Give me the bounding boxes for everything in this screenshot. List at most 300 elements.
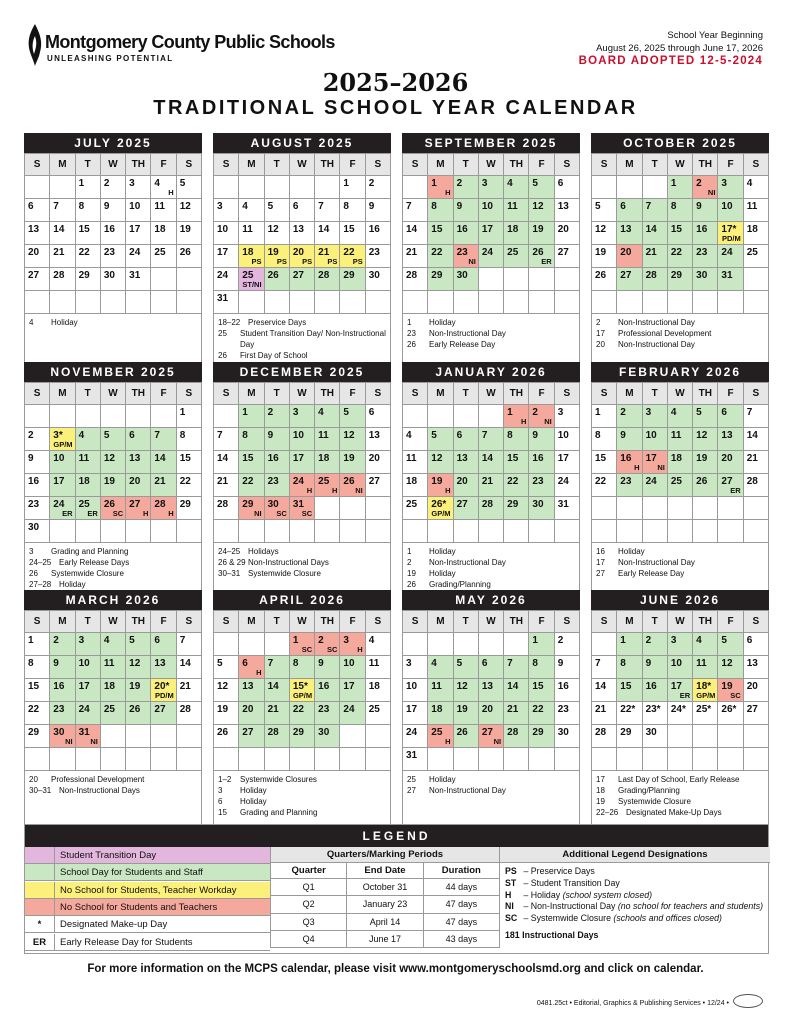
note-text: Professional Development xyxy=(51,775,145,784)
empty-cell xyxy=(504,291,529,314)
day-number: 10 xyxy=(406,681,418,692)
day-number: 26* xyxy=(431,499,447,510)
empty-cell xyxy=(479,268,504,291)
empty-cell xyxy=(151,748,176,771)
empty-cell xyxy=(744,268,769,291)
day-cell xyxy=(290,702,315,725)
weekday-header: W xyxy=(101,383,126,405)
day-number: 22 xyxy=(431,247,443,258)
day-cell xyxy=(25,656,50,679)
day-code: SC xyxy=(112,509,124,518)
day-number: 20 xyxy=(242,704,254,715)
day-number: 26 xyxy=(532,247,544,258)
note-text: Non-Instructional Day xyxy=(429,558,506,567)
month-title: JANUARY 2026 xyxy=(402,362,580,382)
day-code: GP/M xyxy=(292,691,313,700)
day-cell xyxy=(668,702,693,725)
day-code: PD/M xyxy=(721,234,741,243)
day-number: 18 xyxy=(78,476,90,487)
day-number: 2 xyxy=(557,635,564,646)
note-date: 30–31 xyxy=(29,786,52,795)
empty-cell xyxy=(239,176,264,199)
note-date: 22–26 xyxy=(596,808,619,817)
day-code: H xyxy=(256,668,262,677)
empty-cell xyxy=(340,520,365,543)
day-cell xyxy=(177,176,202,199)
day-number: 19 xyxy=(721,681,733,692)
empty-cell xyxy=(25,291,50,314)
empty-cell xyxy=(454,291,479,314)
day-number: 28 xyxy=(507,727,519,738)
day-number: 6 xyxy=(292,201,299,212)
day-number: 19 xyxy=(129,681,141,692)
day-cell xyxy=(265,268,290,291)
note-text: Non-Instructional Day xyxy=(429,329,506,338)
note-text: Non-Instructional Days xyxy=(248,558,329,567)
day-cell xyxy=(177,428,202,451)
quarter-cell: Q4 xyxy=(271,931,347,948)
weekday-header: F xyxy=(151,611,176,633)
day-number: 31 xyxy=(217,293,229,304)
day-number: 24 xyxy=(343,704,355,715)
weekday-header: TH xyxy=(315,383,340,405)
empty-cell xyxy=(403,520,428,543)
day-number: 21 xyxy=(154,476,166,487)
day-number: 8 xyxy=(28,658,34,669)
month-grid xyxy=(213,610,391,771)
day-cell xyxy=(315,268,340,291)
day-cell xyxy=(403,199,428,222)
note-text: Holiday xyxy=(429,775,456,784)
day-cell xyxy=(315,428,340,451)
day-number: 12 xyxy=(696,430,708,441)
day-number: 21 xyxy=(746,453,758,464)
note-text: Holiday xyxy=(59,580,86,589)
day-cell xyxy=(76,497,101,520)
day-cell xyxy=(290,451,315,474)
day-number: 20 xyxy=(620,247,632,258)
day-cell xyxy=(101,199,126,222)
day-cell xyxy=(290,679,315,702)
day-number: 19 xyxy=(696,453,708,464)
day-number: 26 xyxy=(217,727,229,738)
day-number: 28 xyxy=(267,727,279,738)
legend-item xyxy=(25,864,270,881)
day-number: 4 xyxy=(431,658,437,669)
note-text: Non-Instructional Day xyxy=(429,786,506,795)
day-cell xyxy=(428,474,453,497)
weekday-header: W xyxy=(101,611,126,633)
day-number: 6 xyxy=(154,635,160,646)
empty-cell xyxy=(479,291,504,314)
weekday-header: W xyxy=(668,154,693,176)
day-cell xyxy=(668,268,693,291)
day-cell xyxy=(668,405,693,428)
day-cell xyxy=(529,497,554,520)
day-number: 15 xyxy=(242,453,254,464)
legend-swatch xyxy=(25,847,55,863)
day-number: 11 xyxy=(154,201,165,212)
empty-cell xyxy=(315,520,340,543)
empty-cell xyxy=(744,291,769,314)
empty-cell xyxy=(290,520,315,543)
day-code: H xyxy=(521,417,527,426)
quarter-row xyxy=(270,879,500,896)
empty-cell xyxy=(76,520,101,543)
day-number: 14 xyxy=(645,224,657,235)
day-cell xyxy=(101,451,126,474)
day-cell xyxy=(50,451,75,474)
note-item xyxy=(218,557,386,568)
weekday-header: S xyxy=(555,383,580,405)
day-cell xyxy=(617,679,642,702)
day-cell xyxy=(340,656,365,679)
day-cell xyxy=(529,405,554,428)
day-cell xyxy=(126,176,151,199)
day-number: 1 xyxy=(292,635,299,646)
day-cell xyxy=(101,633,126,656)
day-number: 18* xyxy=(696,681,712,692)
empty-cell xyxy=(744,520,769,543)
weekday-header: M xyxy=(428,383,453,405)
day-number: 22 xyxy=(507,476,519,487)
day-number: 12 xyxy=(129,658,141,669)
weekday-header: W xyxy=(668,383,693,405)
note-item xyxy=(218,546,386,557)
day-number: 3 xyxy=(645,407,652,418)
day-number: 3 xyxy=(129,178,135,189)
note-text: Early Release Day xyxy=(618,569,685,578)
day-cell xyxy=(101,176,126,199)
day-number: 19 xyxy=(217,704,229,715)
weekday-header: S xyxy=(25,383,50,405)
day-number: 29 xyxy=(507,499,519,510)
day-cell xyxy=(101,474,126,497)
empty-cell xyxy=(668,497,693,520)
day-cell xyxy=(126,199,151,222)
day-number: 19 xyxy=(343,453,355,464)
legend-label: School Day for Students and Staff xyxy=(55,864,270,880)
day-cell xyxy=(744,245,769,268)
empty-cell xyxy=(617,520,642,543)
designation-code: ST xyxy=(505,877,517,888)
empty-cell xyxy=(366,291,391,314)
empty-cell xyxy=(454,633,479,656)
day-number: 19 xyxy=(595,247,607,258)
day-cell xyxy=(668,199,693,222)
month-grid xyxy=(213,382,391,543)
day-cell xyxy=(718,702,743,725)
day-number: 9 xyxy=(267,430,274,441)
day-cell xyxy=(126,268,151,291)
day-cell xyxy=(592,268,617,291)
day-cell xyxy=(643,451,668,474)
day-cell xyxy=(693,474,718,497)
note-item xyxy=(218,317,386,328)
day-cell xyxy=(25,702,50,725)
day-number: 19 xyxy=(456,704,468,715)
day-cell xyxy=(555,199,580,222)
month-grid xyxy=(213,153,391,314)
day-number: 26 xyxy=(103,499,115,510)
day-number: 29 xyxy=(343,270,355,281)
day-cell xyxy=(403,656,428,679)
day-cell xyxy=(693,176,718,199)
day-code: H xyxy=(168,509,174,518)
note-date: 20 xyxy=(29,775,38,784)
day-cell xyxy=(643,474,668,497)
day-number: 11 xyxy=(406,453,417,464)
empty-cell xyxy=(643,520,668,543)
note-text: Grading and Planning xyxy=(51,547,129,556)
note-date: 1 xyxy=(407,318,412,327)
weekday-header: M xyxy=(617,383,642,405)
credit: 0481.25ct • Editorial, Graphics & Publishing Services • 12/24 • xyxy=(536,1000,729,1007)
day-number: 30 xyxy=(103,270,115,281)
quarters-col-header: End Date xyxy=(347,863,423,879)
note-text: Designated Make-Up Days xyxy=(626,808,722,817)
day-cell xyxy=(151,428,176,451)
day-number: 14 xyxy=(267,681,279,692)
note-item xyxy=(407,339,575,350)
day-number: 9 xyxy=(532,430,538,441)
day-number: 15 xyxy=(532,681,544,692)
year-beginning-label: School Year Beginning xyxy=(667,30,763,41)
day-code: PS xyxy=(302,257,313,266)
day-number: 3 xyxy=(721,178,727,189)
quarter-cell: January 23 xyxy=(347,896,423,913)
day-cell xyxy=(290,725,315,748)
month-title: JULY 2025 xyxy=(24,133,202,153)
day-cell xyxy=(126,702,151,725)
day-cell xyxy=(126,451,151,474)
day-cell xyxy=(239,474,264,497)
day-code: GP/M xyxy=(53,440,73,449)
day-number: 16 xyxy=(456,224,468,235)
day-cell xyxy=(50,222,75,245)
day-cell xyxy=(555,222,580,245)
weekday-header: S xyxy=(403,154,428,176)
day-cell xyxy=(504,199,529,222)
day-cell xyxy=(177,222,202,245)
month-grid xyxy=(591,382,769,543)
empty-cell xyxy=(428,748,453,771)
weekday-header: M xyxy=(239,611,264,633)
day-cell xyxy=(668,474,693,497)
day-number: 14 xyxy=(746,430,758,441)
empty-cell xyxy=(428,633,453,656)
weekday-header: F xyxy=(718,383,743,405)
empty-cell xyxy=(76,748,101,771)
day-number: 21 xyxy=(507,704,519,715)
note-item xyxy=(29,546,197,557)
day-number: 8 xyxy=(620,658,626,669)
weekday-header: W xyxy=(290,383,315,405)
day-cell xyxy=(555,633,580,656)
weekday-header: T xyxy=(265,383,290,405)
day-number: 26* xyxy=(721,704,737,715)
day-number: 14 xyxy=(154,453,166,464)
day-number: 3 xyxy=(481,178,488,189)
day-number: 5 xyxy=(343,407,349,418)
designation-item: H – Holiday (school system closed) xyxy=(505,889,653,900)
empty-cell xyxy=(592,633,617,656)
empty-cell xyxy=(151,725,176,748)
day-cell xyxy=(50,702,75,725)
day-cell xyxy=(643,428,668,451)
day-number: 5 xyxy=(721,635,727,646)
month-august-2025 xyxy=(213,133,391,372)
day-cell xyxy=(290,656,315,679)
day-number: 4 xyxy=(507,178,513,189)
day-number: 30 xyxy=(53,727,65,738)
empty-cell xyxy=(50,176,75,199)
weekday-header: S xyxy=(366,154,391,176)
day-cell xyxy=(617,428,642,451)
day-cell xyxy=(668,633,693,656)
day-number: 15 xyxy=(78,224,90,235)
empty-cell xyxy=(214,633,239,656)
quarter-row xyxy=(270,896,500,913)
empty-cell xyxy=(617,748,642,771)
empty-cell xyxy=(718,497,743,520)
day-number: 31 xyxy=(721,270,733,281)
day-number: 27 xyxy=(456,499,468,510)
month-september-2025 xyxy=(402,133,580,372)
empty-cell xyxy=(403,633,428,656)
note-date: 23 xyxy=(407,329,416,338)
weekday-header: F xyxy=(718,611,743,633)
note-item xyxy=(407,328,575,339)
day-number: 14 xyxy=(53,224,65,235)
day-cell xyxy=(555,245,580,268)
day-cell xyxy=(239,451,264,474)
page-title: TRADITIONAL SCHOOL YEAR CALENDAR xyxy=(153,97,638,119)
empty-cell xyxy=(239,748,264,771)
day-number: 12 xyxy=(532,201,544,212)
weekday-header: T xyxy=(265,154,290,176)
empty-cell xyxy=(592,748,617,771)
day-number: 1 xyxy=(78,178,85,189)
empty-cell xyxy=(151,520,176,543)
day-number: 2 xyxy=(532,407,538,418)
quarter-cell: Q3 xyxy=(271,914,347,931)
weekday-header: S xyxy=(403,611,428,633)
empty-cell xyxy=(693,725,718,748)
day-number: 13 xyxy=(154,658,166,669)
note-item xyxy=(596,557,764,568)
note-date: 2 xyxy=(596,318,601,327)
weekday-header: W xyxy=(479,383,504,405)
day-number: 2 xyxy=(456,178,463,189)
weekday-header: S xyxy=(177,611,202,633)
day-code: H xyxy=(143,509,149,518)
day-number: 4 xyxy=(78,430,85,441)
day-number: 4 xyxy=(406,430,412,441)
day-cell xyxy=(50,268,75,291)
day-cell xyxy=(340,268,365,291)
day-number: 26 xyxy=(129,704,141,715)
additional-list xyxy=(500,863,770,928)
day-number: 24 xyxy=(721,247,733,258)
mcps-logo xyxy=(25,22,345,70)
empty-cell xyxy=(177,291,202,314)
day-number: 2 xyxy=(696,178,702,189)
weekday-header: S xyxy=(592,383,617,405)
note-date: 6 xyxy=(218,797,223,806)
day-number: 7 xyxy=(154,430,160,441)
empty-cell xyxy=(366,497,391,520)
day-number: 22 xyxy=(670,247,682,258)
day-number: 10 xyxy=(217,224,229,235)
empty-cell xyxy=(265,176,290,199)
empty-cell xyxy=(668,291,693,314)
day-number: 2 xyxy=(645,635,652,646)
empty-cell xyxy=(428,405,453,428)
empty-cell xyxy=(315,748,340,771)
empty-cell xyxy=(479,633,504,656)
empty-cell xyxy=(25,748,50,771)
day-code: H xyxy=(445,737,451,746)
day-cell xyxy=(340,405,365,428)
quarter-row xyxy=(270,914,500,931)
day-cell xyxy=(403,428,428,451)
day-number: 23* xyxy=(645,704,661,715)
day-number: 10 xyxy=(670,658,682,669)
day-cell xyxy=(479,222,504,245)
weekday-header: F xyxy=(718,154,743,176)
day-number: 29 xyxy=(78,270,90,281)
weekday-header: W xyxy=(290,154,315,176)
day-cell xyxy=(340,222,365,245)
day-cell xyxy=(214,451,239,474)
note-date: 2 xyxy=(407,558,412,567)
day-cell xyxy=(126,222,151,245)
note-item xyxy=(218,350,386,361)
day-cell xyxy=(479,702,504,725)
quarter-cell: 43 days xyxy=(424,931,500,948)
day-cell xyxy=(340,679,365,702)
empty-cell xyxy=(239,520,264,543)
day-number: 23 xyxy=(368,247,380,258)
day-cell xyxy=(504,428,529,451)
weekday-header: TH xyxy=(504,611,529,633)
day-code: SC xyxy=(301,645,313,654)
day-number: 13 xyxy=(481,681,493,692)
month-title: NOVEMBER 2025 xyxy=(24,362,202,382)
day-cell xyxy=(265,199,290,222)
legend-title: LEGEND xyxy=(25,825,768,847)
legend-item xyxy=(25,934,270,951)
day-cell xyxy=(214,222,239,245)
day-number: 9 xyxy=(53,658,59,669)
day-cell xyxy=(214,725,239,748)
day-cell xyxy=(315,474,340,497)
additional-designations xyxy=(500,847,770,944)
weekday-header: TH xyxy=(693,611,718,633)
day-cell xyxy=(403,474,428,497)
weekday-header: TH xyxy=(126,154,151,176)
weekday-header: S xyxy=(403,383,428,405)
day-cell xyxy=(25,633,50,656)
day-number: 11 xyxy=(670,430,682,441)
note-text: Student Transition Day/ Non-Instructional Day xyxy=(240,329,386,349)
day-cell xyxy=(428,679,453,702)
empty-cell xyxy=(617,176,642,199)
empty-cell xyxy=(403,176,428,199)
weekday-header: F xyxy=(151,383,176,405)
day-code: H xyxy=(332,486,338,495)
